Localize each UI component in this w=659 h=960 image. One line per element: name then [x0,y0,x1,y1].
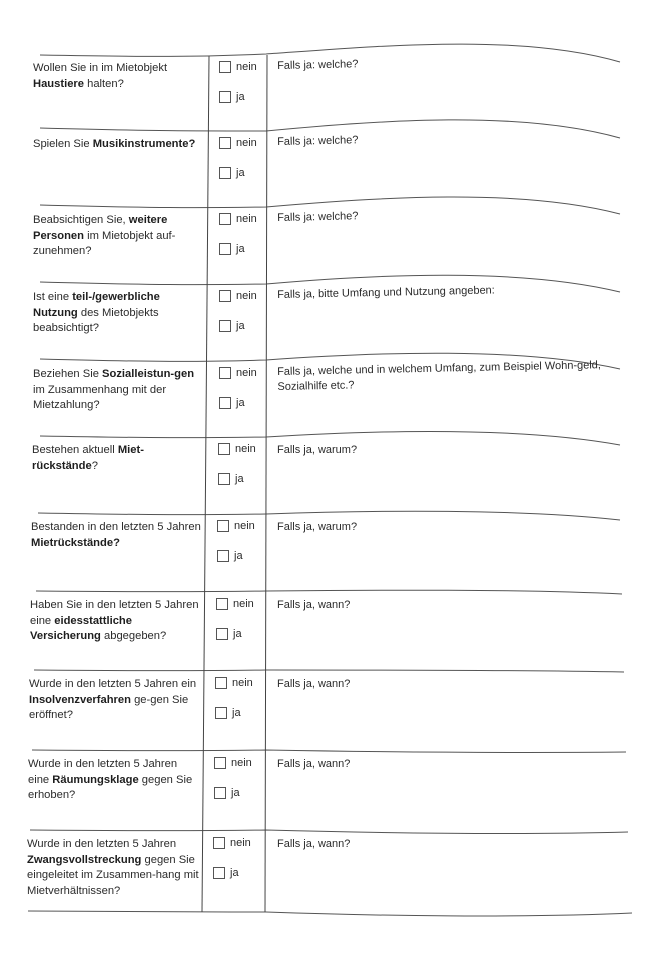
option-ja-label: ja [236,91,245,103]
answer-field[interactable] [277,837,607,852]
checkbox-nein[interactable] [217,520,229,532]
option-ja-label: ja [235,473,244,485]
checkbox-ja[interactable] [214,787,226,799]
question-post: im Zusammenhang mit der Mietzahlung? [33,383,167,411]
question-bold: Haustiere [33,77,84,90]
question-pre: Wurde in den letzten 5 Jahren eine [28,758,178,786]
question-post: gegen Sie eingeleitet im Zusammen-hang mit Mietverhältnissen? [27,853,199,897]
option-ja-label: ja [232,707,241,719]
answer-field[interactable] [277,443,607,458]
question-text [31,520,203,551]
checkbox-nein[interactable] [219,137,231,149]
answer-field[interactable] [277,128,607,150]
answer-prompt: Falls ja, warum? [277,444,358,456]
answer-prompt: Falls ja, warum? [277,521,358,533]
checkbox-nein[interactable] [216,598,228,610]
option-ja[interactable] [217,550,243,562]
question-text [33,367,205,414]
option-nein-label: nein [236,367,257,379]
row-divider [28,911,632,916]
option-ja[interactable] [216,628,242,640]
question-text [33,213,205,260]
option-nein-label: nein [235,443,256,455]
question-text [32,443,204,474]
answer-prompt: Falls ja, wann? [277,678,351,690]
question-post: ge-gen Sie eröffnet? [29,693,189,721]
option-nein-label: nein [236,61,257,73]
option-nein[interactable] [215,677,253,689]
option-ja[interactable] [219,243,245,255]
answer-prompt: Falls ja, bitte Umfang und Nutzung angeben: [277,284,495,301]
answer-field[interactable] [277,757,607,772]
option-nein[interactable] [217,520,255,532]
question-pre: Ist eine [33,291,73,303]
option-nein-label: nein [230,837,251,849]
option-ja[interactable] [214,787,240,799]
option-ja-label: ja [236,397,245,409]
answer-field[interactable] [277,677,607,692]
option-ja[interactable] [215,707,241,719]
question-pre: Wollen Sie in im Mietobjekt [33,62,168,74]
question-pre: Bestehen aktuell [32,444,118,456]
question-bold: Insolvenzverfahren [29,693,131,706]
answer-prompt: Falls ja, wann? [277,838,351,850]
answer-field[interactable] [277,358,608,395]
option-ja[interactable] [219,397,245,409]
question-pre: Spielen Sie [33,138,93,150]
question-pre: Beziehen Sie [33,368,103,380]
option-ja-label: ja [236,243,245,255]
question-post: gegen Sie erhoben? [28,773,193,801]
question-text [29,677,201,724]
answer-field[interactable] [277,598,607,613]
answer-prompt: Falls ja: welche? [277,134,359,148]
question-post: im Mietobjekt auf-zunehmen? [33,229,176,257]
answer-prompt: Falls ja, welche und in welchem Umfang, zum Beispiel Wohn-geld, Sozialhilfe etc.? [277,359,602,393]
question-pre: Beabsichtigen Sie, [33,214,129,226]
checkbox-nein[interactable] [219,61,231,73]
answer-prompt: Falls ja, wann? [277,599,351,611]
option-nein[interactable] [214,757,252,769]
option-ja-label: ja [234,550,243,562]
option-nein-label: nein [232,677,253,689]
option-ja[interactable] [219,167,245,179]
question-bold: Zwangsvollstreckung [27,853,142,866]
checkbox-ja[interactable] [216,628,228,640]
answer-prompt: Falls ja, wann? [277,758,351,770]
checkbox-ja[interactable] [219,397,231,409]
checkbox-nein[interactable] [219,290,231,302]
answer-prompt: Falls ja: welche? [277,210,359,224]
checkbox-ja[interactable] [218,473,230,485]
question-bold: Sozialleistun-gen [102,368,195,380]
row-divider [34,670,624,672]
checkbox-ja[interactable] [217,550,229,562]
question-post: ? [91,459,98,472]
checkbox-ja[interactable] [219,167,231,179]
option-ja[interactable] [219,320,245,332]
option-nein-label: nein [234,520,255,532]
question-post: halten? [84,77,124,90]
option-ja[interactable] [219,91,245,103]
checkbox-nein[interactable] [219,367,231,379]
question-bold: Mietrückstände? [31,536,120,549]
row-divider [32,750,626,752]
checkbox-ja[interactable] [215,707,227,719]
question-text [33,137,205,153]
question-bold: Musikinstrumente? [92,138,196,150]
row-divider [30,830,628,833]
checkbox-nein[interactable] [219,213,231,225]
option-nein-label: nein [236,213,257,225]
option-nein[interactable] [218,443,256,455]
option-ja-label: ja [231,787,240,799]
checkbox-ja[interactable] [219,91,231,103]
question-post: abgegeben? [100,630,167,642]
option-nein-label: nein [236,137,257,149]
question-text [27,837,199,899]
row-divider [36,590,622,594]
question-bold: Miet-rückstände [32,444,144,472]
checkbox-nein[interactable] [218,443,230,455]
checkbox-ja[interactable] [219,320,231,332]
answer-field[interactable] [277,52,607,74]
option-nein[interactable] [219,367,257,379]
option-nein[interactable] [219,61,257,73]
checkbox-nein[interactable] [215,677,227,689]
question-pre: Wurde in den letzten 5 Jahren [27,838,177,850]
option-nein-label: nein [231,757,252,769]
option-ja-label: ja [236,320,245,332]
answer-prompt: Falls ja: welche? [277,58,359,72]
option-nein[interactable] [213,837,251,849]
question-post: des Mietobjekts beabsichtigt? [33,306,159,334]
option-nein-label: nein [236,290,257,302]
question-text [33,61,205,92]
checkbox-ja[interactable] [213,867,225,879]
question-text [30,598,202,645]
option-ja-label: ja [236,167,245,179]
option-ja[interactable] [218,473,244,485]
question-pre: Wurde in den letzten 5 Jahren ein [29,678,197,690]
question-text [28,757,200,804]
question-bold: teil-/gewerbliche Nutzung [33,291,160,319]
question-pre: Bestanden in den letzten 5 Jahren [31,521,201,533]
answer-field[interactable] [277,520,607,535]
question-pre: Haben Sie in den letzten 5 Jahren eine [30,599,199,627]
answer-field[interactable] [277,281,607,303]
option-ja[interactable] [213,867,239,879]
checkbox-nein[interactable] [214,757,226,769]
question-text [33,290,205,337]
option-ja-label: ja [230,867,239,879]
option-nein[interactable] [219,290,257,302]
column-divider-left [202,56,209,912]
option-nein[interactable] [216,598,254,610]
checkbox-nein[interactable] [213,837,225,849]
row-divider [38,511,620,520]
column-divider-right [265,55,267,912]
option-nein-label: nein [233,598,254,610]
question-bold: weitere Personen [33,214,168,242]
option-nein[interactable] [219,213,257,225]
option-nein[interactable] [219,137,257,149]
option-ja-label: ja [233,628,242,640]
question-bold: Räumungsklage [52,773,139,786]
answer-field[interactable] [277,204,607,226]
checkbox-ja[interactable] [219,243,231,255]
question-bold: eidesstattliche Versicherung [30,614,132,642]
